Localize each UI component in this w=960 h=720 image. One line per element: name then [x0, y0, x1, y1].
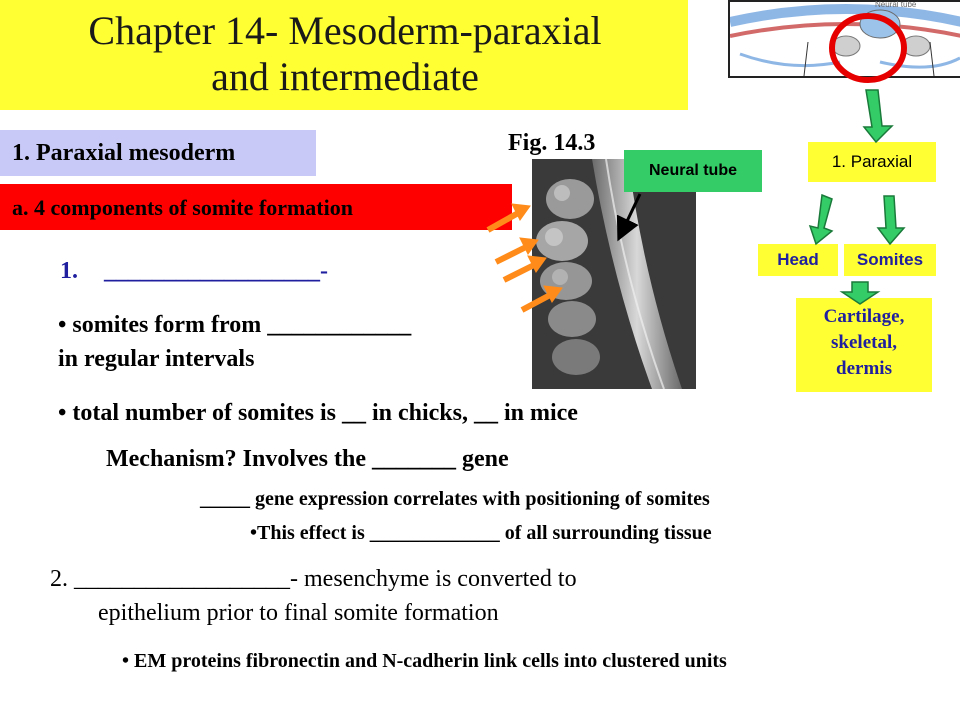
bullet-em-proteins: • EM proteins fibronectin and N-cadherin link cells into clustered units: [122, 650, 727, 672]
mechanism-line: Mechanism? Involves the _______ gene: [106, 446, 509, 472]
orange-arrow: [522, 286, 562, 310]
green-arrow: [864, 90, 892, 142]
green-arrow: [842, 282, 878, 304]
effect-line: •This effect is _____________ of all surrounding tissue: [250, 522, 712, 544]
orange-arrow: [488, 204, 530, 230]
item-2-line-1: 2. __________________- mesenchyme is converted to: [50, 566, 577, 592]
cartilage-line-2: skeletal,: [831, 332, 897, 353]
section-label-paraxial-text: 1. Paraxial mesoderm: [12, 140, 236, 166]
highlight-circle: [832, 16, 904, 80]
item-1-number: 1.: [60, 258, 78, 284]
bullet-somites-from: • somites form from ____________: [58, 312, 412, 338]
green-arrow: [878, 196, 904, 244]
title-line-2: and intermediate: [211, 54, 479, 99]
diagram-somites-text: Somites: [856, 250, 924, 269]
bullet-somites-from-text: somites form from ____________: [72, 312, 412, 338]
gene-expression-line: _____ gene expression correlates with positioning of somites: [200, 488, 710, 510]
diagram-head-text: Head: [777, 250, 819, 269]
neural-tube-label-text: Neural tube: [648, 162, 737, 179]
section-label-components-text: a. 4 components of somite formation: [12, 195, 353, 220]
green-arrow: [810, 195, 832, 244]
neural-tube-pointer: [620, 194, 640, 236]
orange-arrow: [504, 256, 546, 280]
bullet-total-somites-text: total number of somites is __ in chicks, __ in mice: [72, 400, 578, 426]
bullet-somites-intervals: in regular intervals: [58, 346, 255, 372]
bullet-em-proteins-text: EM proteins fibronectin and N-cadherin link cells into clustered units: [134, 650, 727, 672]
cartilage-line-3: dermis: [836, 358, 892, 379]
cartilage-line-1: Cartilage,: [823, 306, 905, 327]
item-1-blank: __________________-: [104, 258, 328, 284]
thumbnail-neural-tube-label: Neural tube: [875, 0, 917, 9]
title-line-1: Chapter 14- Mesoderm-paraxial: [88, 8, 602, 53]
diagram-paraxial-text: 1. Paraxial: [831, 152, 913, 171]
bullet-total-somites: • total number of somites is __ in chicks, __ in mice: [58, 400, 578, 426]
figure-label: Fig. 14.3: [508, 130, 596, 156]
item-2-line-2: epithelium prior to final somite formation: [98, 600, 499, 626]
